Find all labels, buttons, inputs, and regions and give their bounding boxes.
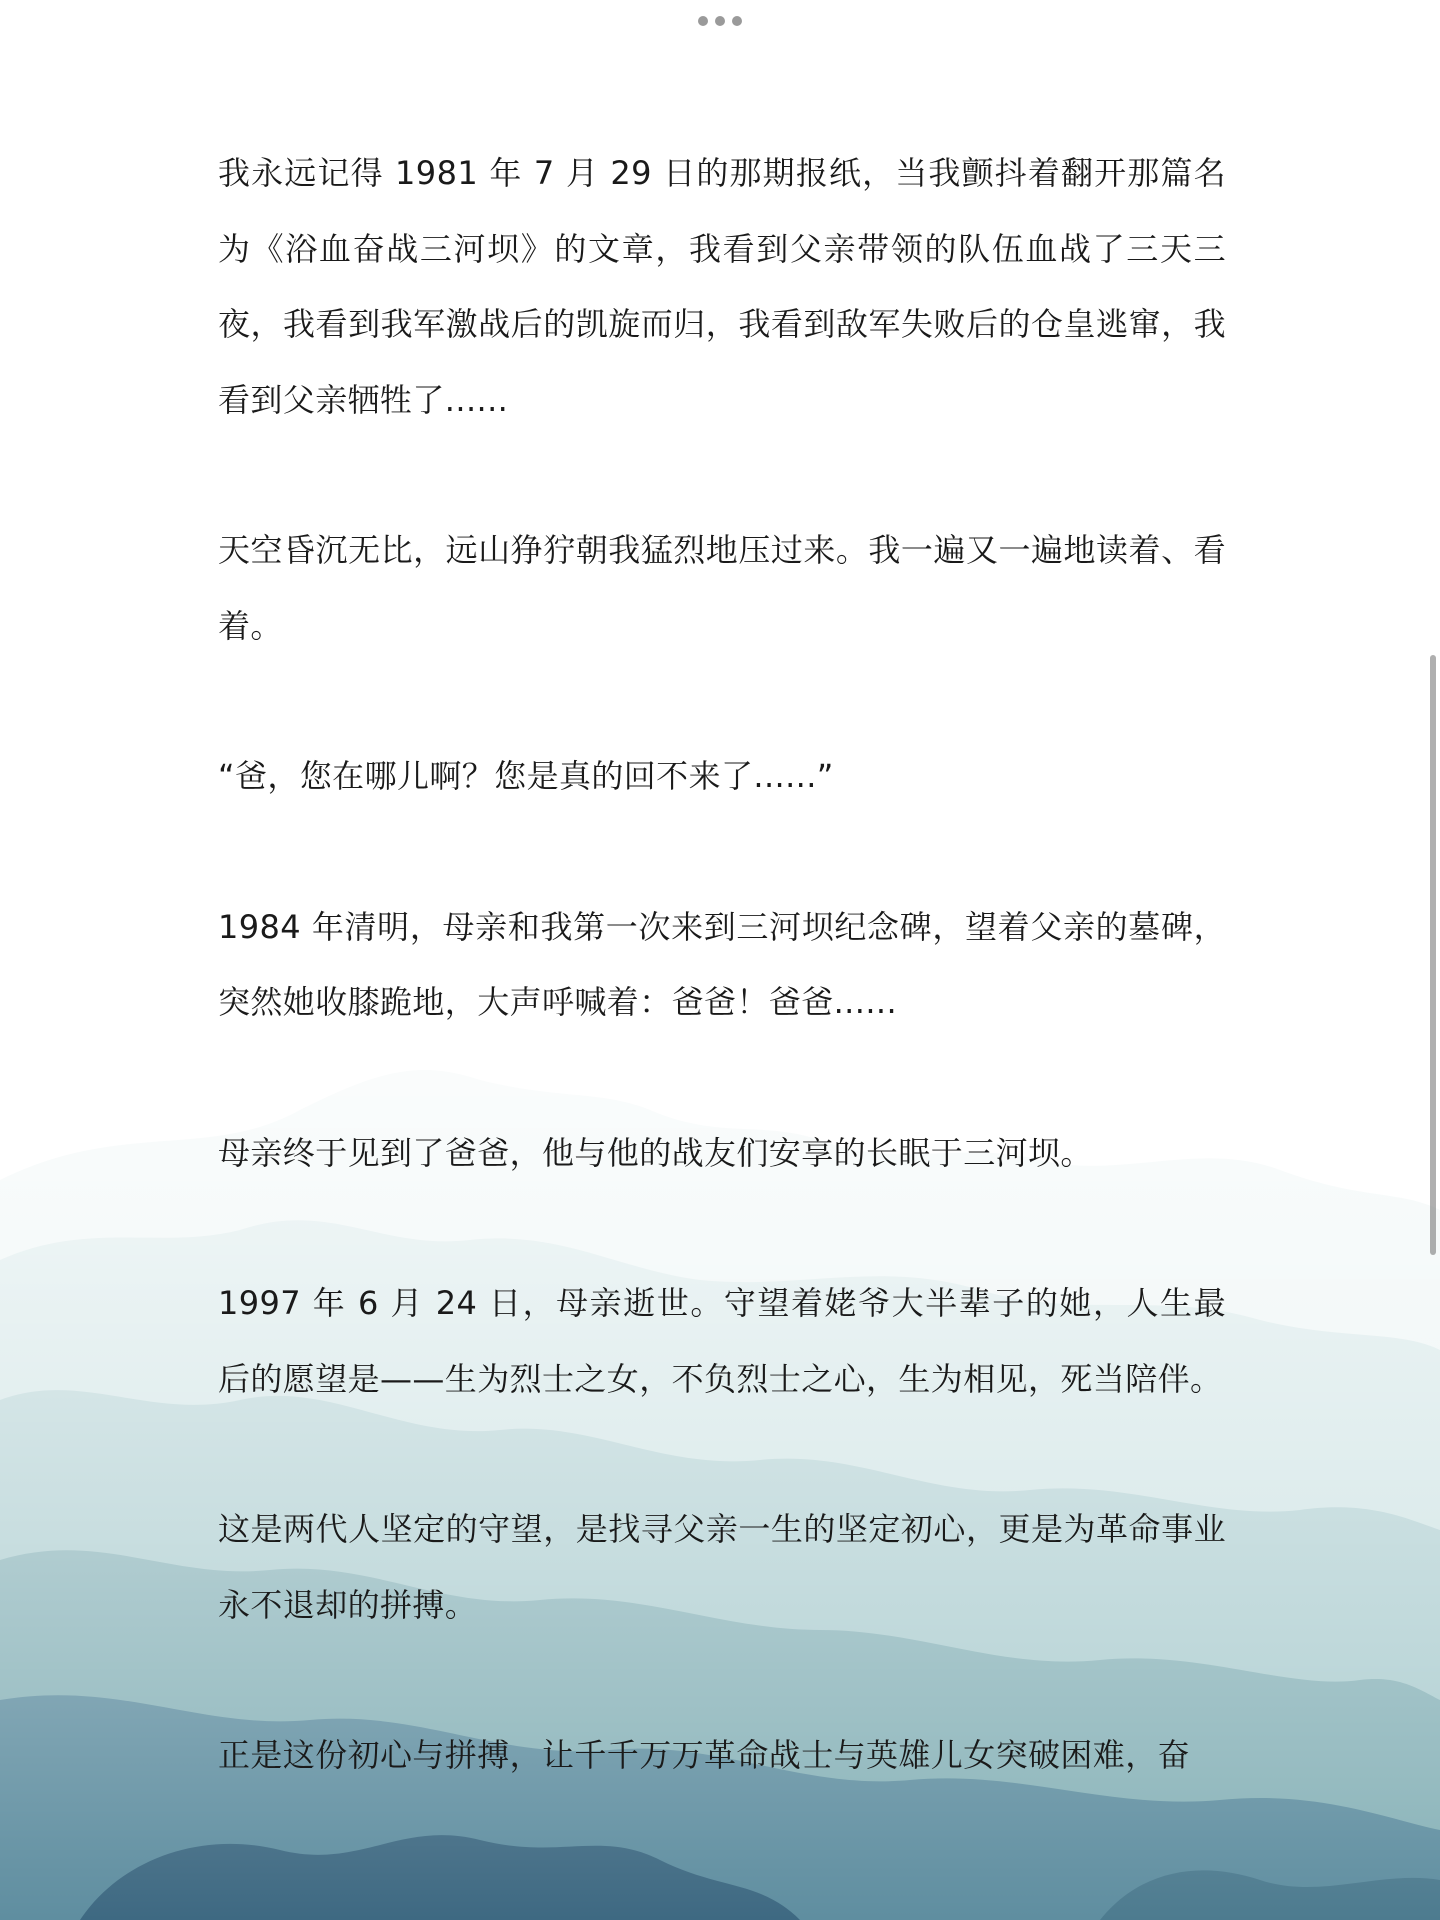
dot-icon: [732, 16, 742, 26]
article-body: [218, 136, 1226, 1869]
paragraph: 这是两代人坚定的守望，是找寻父亲一生的坚定初心，更是为革命事业永不退却的拼搏。: [218, 1510, 1226, 1624]
paragraph: 1984 年清明，母亲和我第一次来到三河坝纪念碑，望着父亲的墓碑，突然她收膝跪地，大声呼喊着：爸爸！爸爸......: [218, 907, 1226, 1021]
paragraph: 我永远记得 1981 年 7 月 29 日的那期报纸，当我颤抖着翻开那篇名为《浴血奋战三河坝》的文章，我看到父亲带领的队伍血战了三天三夜，我看到我军激战后的凯旋而归，我看到敌军失败后的仓皇逃窜，我看到父亲牺牲了......: [218, 154, 1226, 419]
paragraph: 天空昏沉无比，远山狰狞朝我猛烈地压过来。我一遍又一遍地读着、看着。: [218, 531, 1226, 645]
paragraph: 1997 年 6 月 24 日，母亲逝世。守望着姥爷大半辈子的她，人生最后的愿望是——生为烈士之女，不负烈士之心，生为相见，死当陪伴。: [218, 1284, 1226, 1398]
paragraph: 正是这份初心与拼搏，让千千万万革命战士与英雄儿女突破困难，奋: [218, 1736, 1191, 1774]
scrollbar-thumb[interactable]: [1430, 655, 1436, 1255]
dot-icon: [715, 16, 725, 26]
more-options-icon[interactable]: [698, 14, 742, 28]
paragraph: “爸，您在哪儿啊？您是真的回不来了......”: [218, 757, 834, 795]
dot-icon: [698, 16, 708, 26]
paragraph: 母亲终于见到了爸爸，他与他的战友们安享的长眠于三河坝。: [218, 1133, 1093, 1172]
